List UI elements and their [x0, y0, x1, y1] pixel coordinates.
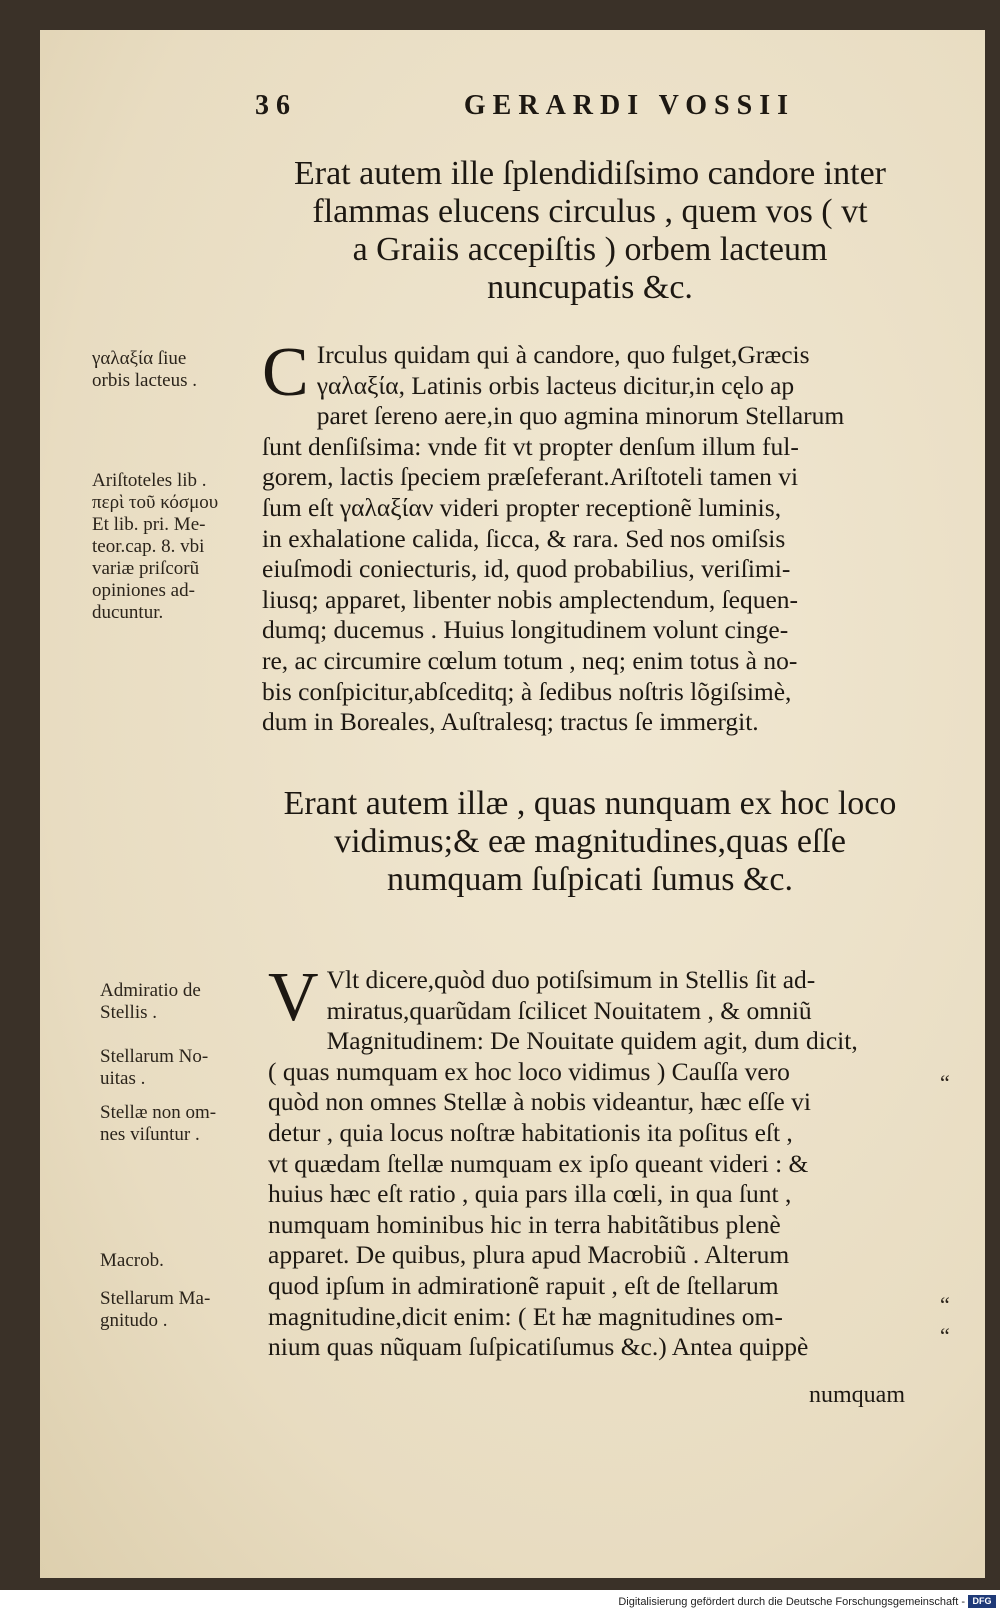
margin-note-galaxia — [92, 348, 257, 392]
commentary-paragraph-1 — [262, 334, 934, 738]
margin-line: Stellis . — [100, 1002, 158, 1023]
margin-line: orbis lacteus . — [92, 370, 198, 391]
margin-note-aristotle — [92, 470, 262, 624]
margin-note-admiratio — [100, 980, 270, 1024]
text-line: ſum eſt γαλαξίαν videri propter receptionẽ luminis, — [262, 492, 782, 522]
text-line: Vlt dicere,quòd duo potiſsimum in Stellis ſit ad- — [326, 965, 816, 994]
margin-line: opiniones ad- — [92, 580, 195, 601]
text-line: Irculus quidam qui à candore, quo fulget,Græcis — [316, 340, 810, 369]
page-number: 36 — [255, 90, 297, 121]
margin-line: ducuntur. — [92, 602, 164, 623]
digitization-credit: Digitalisierung gefördert durch die Deutsche Forschungsgemeinschaft - — [618, 1596, 965, 1608]
margin-line: nes viſuntur . — [100, 1124, 200, 1145]
margin-line: teor.cap. 8. vbi — [92, 536, 205, 557]
text-line: re, ac circumire cœlum totum , neq; enim totus à no- — [262, 645, 798, 675]
text-line: liusq; apparet, libenter nobis amplectendum, ſequen- — [262, 584, 799, 614]
margin-line: Stellæ non om- — [100, 1102, 217, 1123]
text-line: Magnitudinem: De Nouitate quidem agit, dum dicit, — [326, 1026, 858, 1056]
quotation-mark: “ — [940, 1323, 950, 1348]
margin-line: gnitudo . — [100, 1310, 168, 1331]
text-line: miratus,quarũdam ſcilicet Nouitatem , & omniũ — [326, 995, 812, 1025]
margin-note-macrobius — [100, 1250, 270, 1272]
text-line: γαλαξία, Latinis orbis lacteus dicitur,in cęlo ap — [316, 370, 795, 400]
margin-line: Stellarum Ma- — [100, 1288, 211, 1309]
text-line: gorem, lactis ſpeciem præſeferant.Ariſtoteli tamen vi — [262, 462, 799, 492]
margin-note-nouitas — [100, 1046, 270, 1090]
quotation-mark: “ — [940, 1070, 950, 1095]
text-line: quòd non omnes Stellæ à nobis videantur, hæc eſſe vi — [268, 1087, 811, 1117]
catchword: numquam — [809, 1382, 905, 1408]
text-line: detur , quia locus noſtræ habitationis ita poſitus eſt , — [268, 1117, 793, 1147]
running-header — [255, 90, 795, 122]
running-title: GERARDI VOSSII — [463, 90, 795, 121]
text-line: quod ipſum in admirationẽ rapuit , eſt de ſtellarum — [268, 1270, 779, 1300]
lemma-line: a Graiis accepiſtis ) orbem lacteum — [352, 231, 828, 268]
text-line: eiuſmodi coniecturis, id, quod probabilius, veriſimi- — [262, 554, 791, 584]
lemma-line: vidimus;& eæ magnitudines,quas eſſe — [334, 823, 846, 860]
drop-cap: C — [262, 334, 309, 411]
lemma-line: flammas elucens circulus , quem vos ( vt — [312, 193, 868, 230]
drop-cap: V — [268, 959, 319, 1036]
lemma-quotation-1 — [240, 155, 940, 307]
margin-line: Ariſtoteles lib . — [92, 470, 207, 491]
text-line: numquam hominibus hic in terra habitãtibus plenè — [268, 1209, 781, 1239]
text-line: bis conſpicitur,abſceditq; à ſedibus noſtris lõgiſsimè, — [262, 676, 792, 706]
margin-line: uitas . — [100, 1068, 146, 1089]
lemma-line: nuncupatis &c. — [487, 269, 693, 306]
text-line: vt quædam ſtellæ numquam ex ipſo queant videri : & — [268, 1148, 809, 1178]
text-line: ( quas numquam ex hoc loco vidimus ) Cauſſa vero — [268, 1056, 790, 1086]
quotation-mark: “ — [940, 1292, 950, 1317]
margin-line: Macrob. — [100, 1250, 164, 1271]
commentary-paragraph-2 — [268, 959, 938, 1363]
lemma-line: Erant autem illæ , quas nunquam ex hoc loco — [283, 785, 897, 822]
text-line: nium quas nũquam ſuſpicatiſumus &c.) Antea quippè — [268, 1332, 809, 1362]
margin-line: περὶ τοῦ κόσμου — [92, 492, 219, 513]
text-line: dumq; ducemus . Huius longitudinem volunt cinge- — [262, 615, 789, 645]
text-line: huius hæc eſt ratio , quia pars illa cœli, in qua ſunt , — [268, 1179, 792, 1209]
book-page — [40, 30, 985, 1578]
text-line: in exhalatione calida, ſicca, & rara. Sed nos omiſsis — [262, 523, 786, 553]
text-line: dum in Boreales, Auſtralesq; tractus ſe immergit. — [262, 707, 759, 737]
text-line: ſunt denſiſsima: vnde fit vt propter denſum illum ful- — [262, 431, 799, 461]
text-line: magnitudine,dicit enim: ( Et hæ magnitudines om- — [268, 1301, 783, 1331]
margin-line: γαλαξία ſiue — [92, 348, 187, 369]
lemma-line: numquam ſuſpicati ſumus &c. — [386, 861, 794, 898]
margin-line: Stellarum No- — [100, 1046, 209, 1067]
text-line: paret ſereno aere,in quo agmina minorum Stellarum — [316, 401, 845, 431]
lemma-quotation-2 — [250, 785, 930, 899]
margin-line: Et lib. pri. Me- — [92, 514, 206, 535]
margin-note-magnitudo — [100, 1288, 270, 1332]
margin-note-visuntur — [100, 1102, 270, 1146]
lemma-line: Erat autem ille ſplendidiſsimo candore inter — [294, 155, 886, 192]
margin-line: variæ priſcorũ — [92, 558, 200, 579]
margin-line: Admiratio de — [100, 980, 201, 1001]
dfg-logo: DFG — [968, 1595, 996, 1608]
text-line: apparet. De quibus, plura apud Macrobiũ . Alterum — [268, 1240, 790, 1270]
